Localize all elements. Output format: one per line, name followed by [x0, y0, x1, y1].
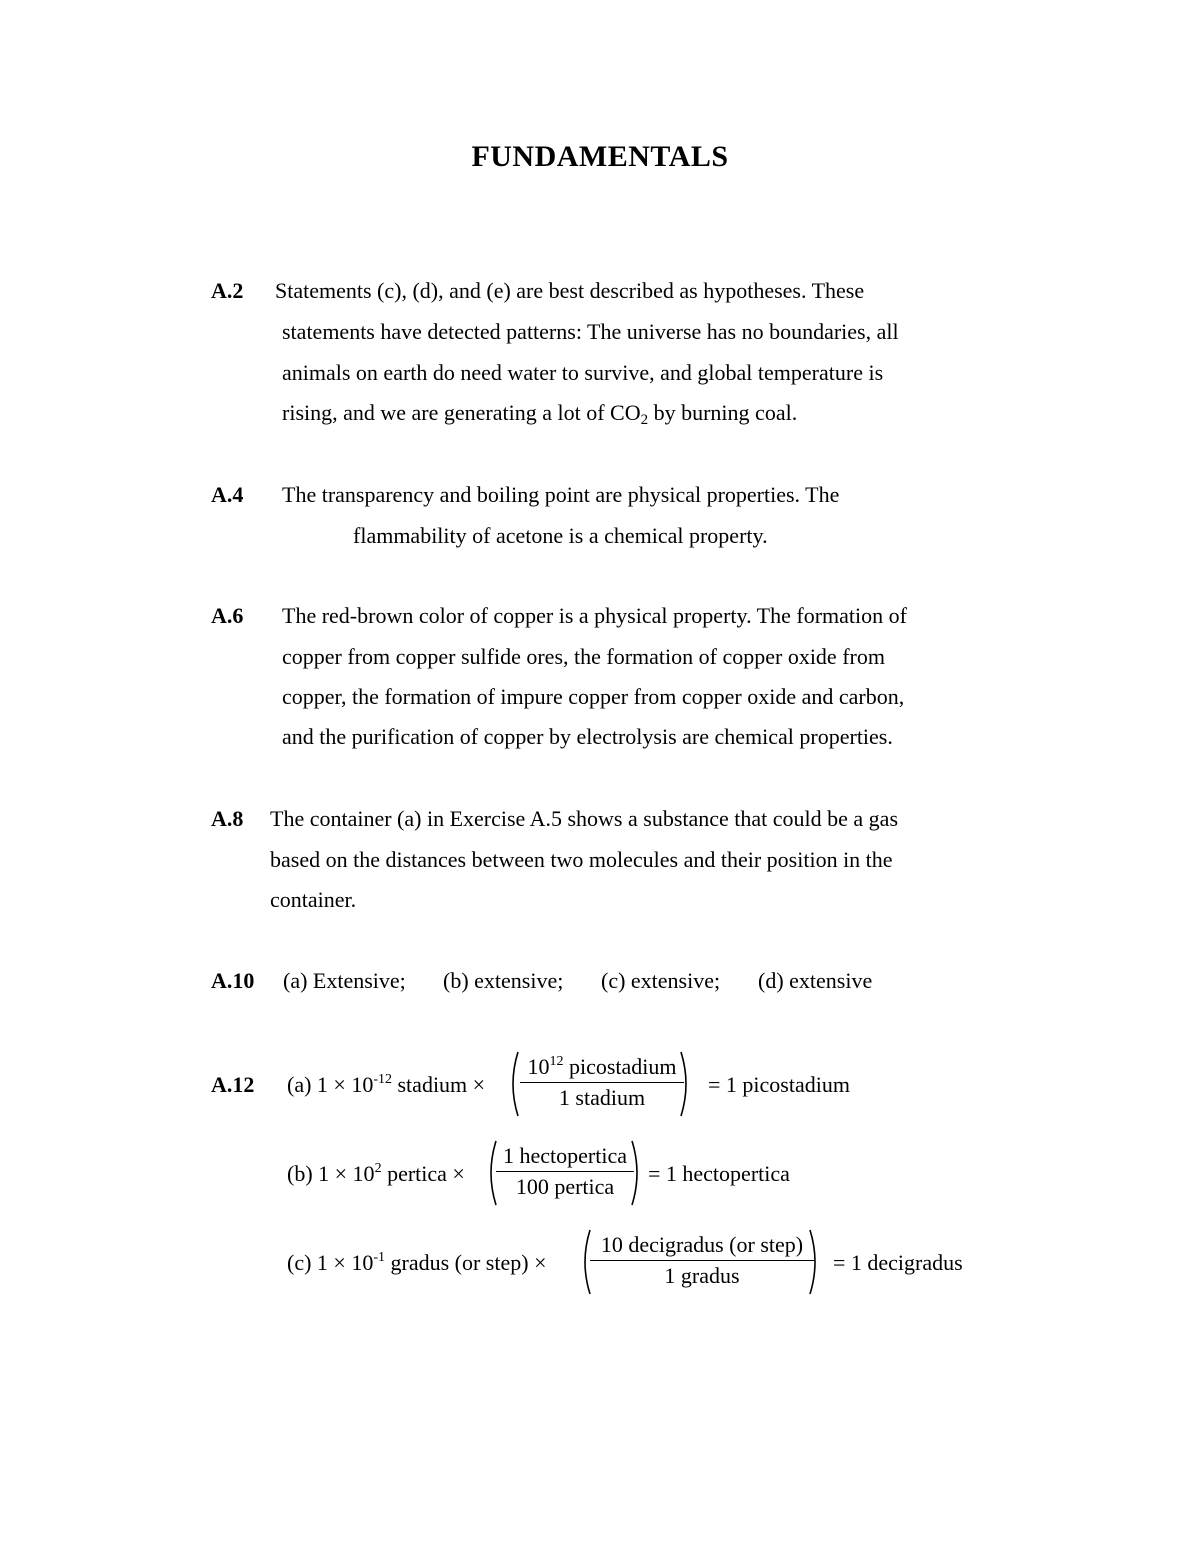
conversion-c-numerator: 10 decigradus (or step) [600, 1232, 804, 1257]
item-a2-line-3: animals on earth do need water to survive, and global temperature is [282, 360, 884, 385]
item-a10-part-a: (a) Extensive; [283, 968, 406, 993]
conversion-b-right-paren [630, 1139, 644, 1207]
conversion-b-result: = 1 hectopertica [648, 1161, 790, 1186]
conversion-b-lhs [287, 1161, 465, 1187]
conversion-a-denominator: 1 stadium [558, 1085, 646, 1110]
conversion-a-right-paren [679, 1050, 693, 1118]
item-a4-line-1: The transparency and boiling point are physical properties. The [282, 482, 840, 507]
conversion-a-left-paren [506, 1050, 520, 1118]
item-a10-part-b: (b) extensive; [443, 968, 564, 993]
item-a6-line-4: and the purification of copper by electrolysis are chemical properties. [282, 724, 893, 749]
item-number-a10: A.10 [211, 968, 255, 993]
conversion-a-lhs [287, 1072, 485, 1098]
conversion-c-right-paren [808, 1228, 822, 1296]
item-number-a2: A.2 [211, 278, 244, 303]
item-a2-line-4 [282, 400, 797, 426]
item-a2-line-2: statements have detected patterns: The universe has no boundaries, all [282, 319, 899, 344]
conversion-a-fraction [520, 1052, 684, 1113]
conversion-a-prefix: (a) 1 × 10 [287, 1072, 374, 1097]
conversion-c-denominator: 1 gradus [664, 1263, 740, 1288]
item-a6-line-1: The red-brown color of copper is a physical property. The formation of [282, 603, 907, 628]
conversion-b-prefix: (b) 1 × 10 [287, 1161, 375, 1186]
item-number-a4: A.4 [211, 482, 244, 507]
conversion-a-unit: stadium × [392, 1072, 486, 1097]
conversion-b-unit: pertica × [381, 1161, 465, 1186]
conversion-c-prefix: (c) 1 × 10 [287, 1250, 374, 1275]
conversion-c-unit: gradus (or step) × [385, 1250, 547, 1275]
item-a6-line-2: copper from copper sulfide ores, the formation of copper oxide from [282, 644, 885, 669]
conversion-c-fraction [590, 1230, 814, 1291]
item-a2-line-4-text: rising, and we are generating a lot of CO [282, 400, 641, 425]
conversion-a-numerator: $10^{12}$ picostadium [527, 1054, 677, 1079]
conversion-c-result: = 1 decigradus [833, 1250, 963, 1275]
item-number-a12: A.12 [211, 1072, 255, 1097]
page-title: FUNDAMENTALS [471, 140, 729, 173]
conversion-b-denominator: 100 pertica [515, 1174, 615, 1199]
item-a2-line-4-tail: by burning coal. [648, 400, 798, 425]
conversion-b-exponent: 2 [374, 1161, 382, 1176]
conversion-c-exponent: -1 [373, 1250, 385, 1265]
item-a6-line-3: copper, the formation of impure copper from copper oxide and carbon, [282, 684, 905, 709]
item-a4-line-2: flammability of acetone is a chemical property. [353, 523, 768, 548]
conversion-a-result: = 1 picostadium [708, 1072, 850, 1097]
conversion-c-lhs [287, 1250, 546, 1276]
item-a10-part-d: (d) extensive [758, 968, 873, 993]
item-a8-line-3: container. [270, 887, 357, 912]
conversion-b-numerator: 1 hectopertica [503, 1143, 627, 1168]
item-number-a8: A.8 [211, 806, 244, 831]
item-a2-line-1: Statements (c), (d), and (e) are best described as hypotheses. These [275, 278, 865, 303]
co2-subscript: 2 [640, 412, 649, 428]
item-a8-line-1: The container (a) in Exercise A.5 shows a substance that could be a gas [270, 806, 899, 831]
conversion-a-exponent: -12 [373, 1072, 392, 1087]
item-a10-part-c: (c) extensive; [601, 968, 721, 993]
conversion-b-fraction [496, 1141, 634, 1202]
item-number-a6: A.6 [211, 603, 244, 628]
item-a8-line-2: based on the distances between two molecules and their position in the [270, 847, 893, 872]
